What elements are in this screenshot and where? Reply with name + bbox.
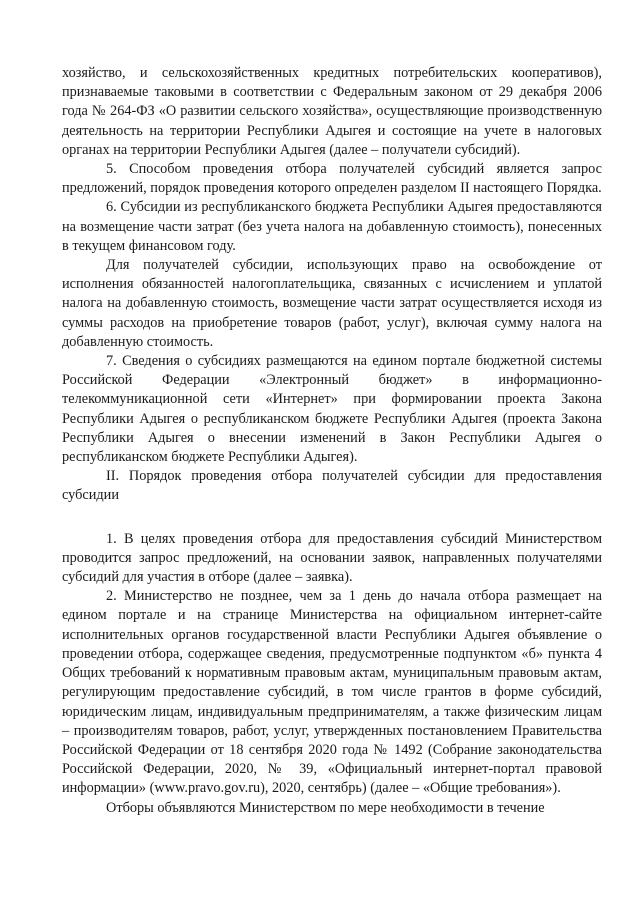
paragraph-section-ii-3: Отборы объявляются Министерством по мере необходимости в течение bbox=[106, 799, 545, 816]
section-spacer bbox=[62, 506, 602, 530]
paragraph-item-5: 5. Способом проведения отбора получателей субсидий является запрос предложений, порядок проведения которого определен разделом II настоящего Порядка. bbox=[62, 161, 602, 197]
paragraph-item-6: 6. Субсидии из республиканского бюджета Республики Адыгея предоставляются на возмещение части затрат (без учета налога на добавленную стоимость), понесенных в текущем финансовом году. bbox=[62, 199, 602, 254]
paragraph-item-7: 7. Сведения о субсидиях размещаются на едином портале бюджетной системы Российской Федерации «Электронный бюджет» в информационно-телекоммуникационной сети «Интернет» при формировании проекта Закона Республики Адыгея о республиканском бюджете Республики Адыгея (проекта Закона Республики Адыгея о внесении изменений в Закон Республики Адыгея о республиканском бюджете Республики Адыгея). bbox=[62, 353, 602, 466]
paragraph-section-ii-1: 1. В целях проведения отбора для предоставления субсидий Министерством проводится запрос предложений, на основании заявок, направленных получателями субсидий для участия в отборе (далее – заявка). bbox=[62, 530, 602, 586]
paragraph-section-ii-2: 2. Министерство не позднее, чем за 1 день до начала отбора размещает на едином портале и на странице Министерства на официальном интернет-сайте исполнительных органов государственной власти Республики Адыгея объявление о проведении отбора, содержащее сведения, предусмотренные подпунктом «б» пункта 4 Общих требований к нормативным правовым актам, муниципальным правовым актам, регулирующим предоставление субсидий, в том числе грантов в форме субсидий, юридическим лицам, индивидуальным предпринимателям, а также физическим лицам – производителям товаров, работ, услуг, утвержденных постановлением Правительства Российской Федерации от 18 сентября 2020 года № 1492 (Собрание законодательства Российской Федерации, 2020, № 39, «Официальный интернет-портал правовой информации» (www.pravo.gov.ru), 2020, сентябрь) (далее – «Общие требования»). bbox=[62, 588, 602, 797]
paragraph-item-6-vat: Для получателей субсидии, использующих право на освобождение от исполнения обязанностей налогоплательщика, связанных с исчислением и уплатой налога на добавленную стоимость, возмещение части затрат осуществляется исходя из суммы расходов на приобретение товаров (работ, услуг), включая сумму налога на добавленную стоимость. bbox=[62, 257, 602, 350]
section-heading: II. Порядок проведения отбора получателей субсидии для предоставления субсидии bbox=[62, 468, 602, 504]
document-body bbox=[62, 64, 602, 818]
paragraph-continuation: хозяйство, и сельскохозяйственных кредитных потребительских кооперативов), признаваемые таковыми в соответствии с Федеральным законом от 29 декабря 2006 года № 264-ФЗ «О развитии сельского хозяйства», осуществляющие производственную деятельность на территории Республики Адыгея и состоящие на учете в налоговых органах на территории Республики Адыгея (далее – получатели субсидий). bbox=[62, 65, 602, 158]
